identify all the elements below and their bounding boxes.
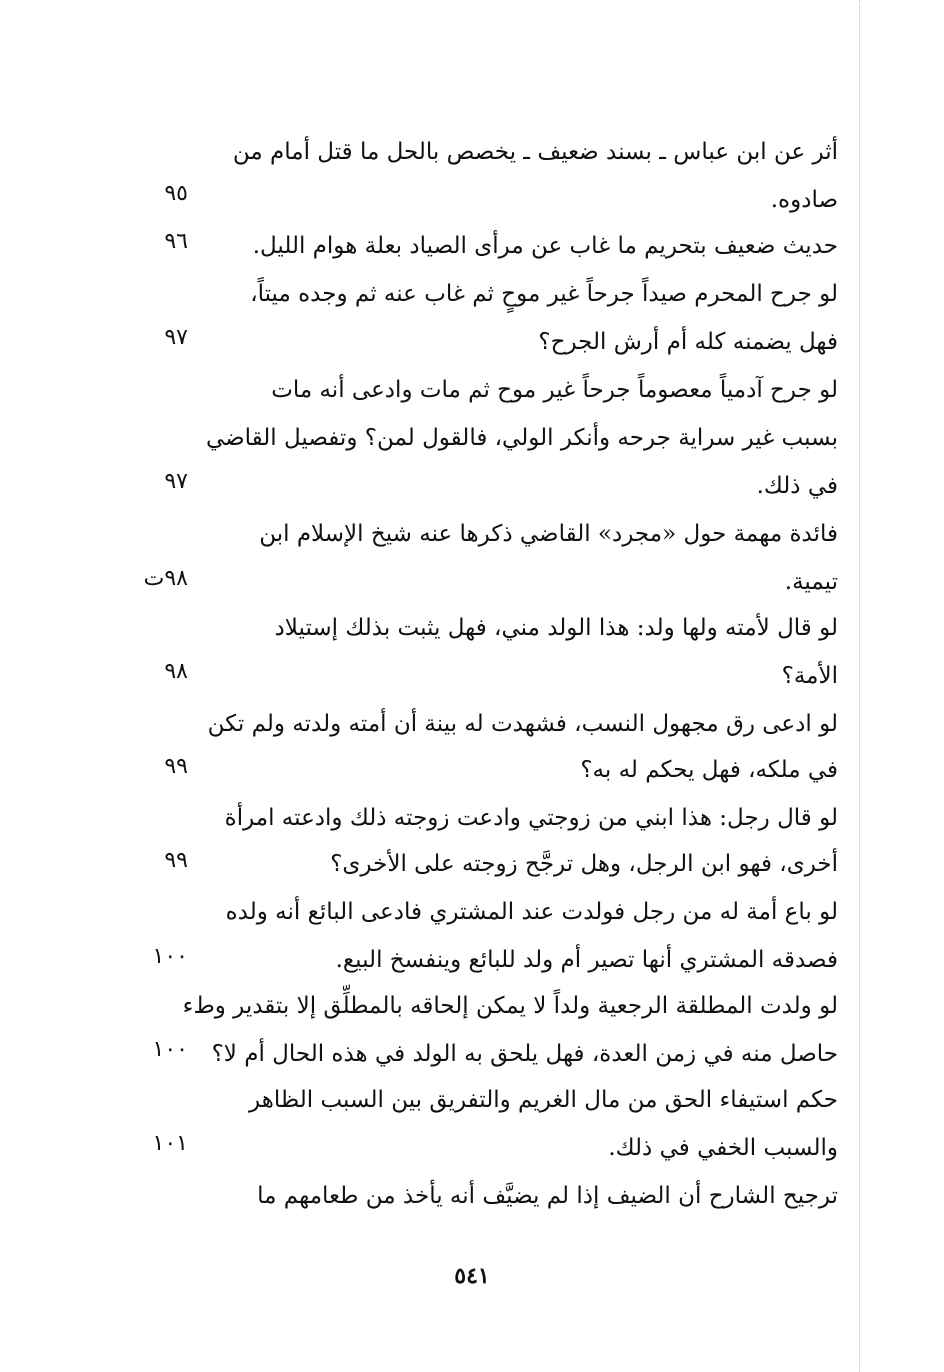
- entry-page-number: ١٠٠: [152, 1037, 188, 1062]
- entry-line: لو باع أمة له من رجل فولدت عند المشتري فادعى البائع أنه ولده: [225, 899, 838, 925]
- entry-line: فهل يضمنه كله أم أرش الجرح؟: [538, 329, 838, 355]
- entry-page-number: ٩٨: [164, 659, 188, 684]
- entry-line: بسبب غير سراية جرحه وأنكر الولي، فالقول لمن؟ وتفصيل القاضي: [205, 425, 838, 451]
- entry-line: في ملكه، فهل يحكم له به؟: [580, 757, 838, 783]
- entry-line: فائدة مهمة حول «مجرد» القاضي ذكرها عنه شيخ الإسلام ابن: [259, 521, 838, 547]
- entry-line: تيمية.: [784, 569, 838, 595]
- entry-line: أثر عن ابن عباس ـ بسند ضعيف ـ يخصص بالحل ما قتل أمام من: [232, 139, 838, 165]
- entry-line: حكم استيفاء الحق من مال الغريم والتفريق بين السبب الظاهر: [249, 1087, 838, 1113]
- entry-line: صادوه.: [770, 187, 838, 213]
- entry-page-number: ٩٨ت: [143, 566, 188, 591]
- entry-line: أخرى، فهو ابن الرجل، وهل ترجَّح زوجته على الأخرى؟: [330, 851, 838, 877]
- entry-line: لو قال رجل: هذا ابني من زوجتي وادعت زوجته ذلك وادعته امرأة: [224, 805, 838, 831]
- entry-page-number: ١٠١: [152, 1131, 188, 1156]
- entry-line: لو ادعى رق مجهول النسب، فشهدت له بينة أن أمته ولدته ولم تكن: [207, 711, 838, 737]
- entry-line: لو جرح المحرم صيداً جرحاً غير موحٍ ثم غاب عنه ثم وجده ميتاً،: [250, 281, 838, 307]
- entry-line: حاصل منه في زمن العدة، فهل يلحق به الولد في هذه الحال أم لا؟: [211, 1041, 838, 1067]
- entry-line: لو ولدت المطلقة الرجعية ولداً لا يمكن إلحاقه بالمطلِّق إلا بتقدير وطء: [182, 993, 838, 1019]
- page-folio-number: ٥٤١: [454, 1263, 490, 1289]
- entry-line: فصدقه المشتري أنها تصير أم ولد للبائع وينفسخ البيع.: [335, 947, 838, 973]
- entry-line: في ذلك.: [756, 473, 838, 499]
- page-edge-dotted-line: [859, 0, 860, 1372]
- entry-page-number: ١٠٠: [152, 944, 188, 969]
- entry-page-number: ٩٩: [164, 848, 188, 873]
- entry-line: ترجيح الشارح أن الضيف إذا لم يضيَّف أنه يأخذ من طعامهم ما: [257, 1183, 838, 1209]
- entry-line: لو جرح آدمياً معصوماً جرحاً غير موح ثم مات وادعى أنه مات: [271, 377, 838, 403]
- entry-page-number: ٩٧: [164, 469, 188, 494]
- entry-line: الأمة؟: [781, 663, 838, 689]
- entry-line: حديث ضعيف بتحريم ما غاب عن مرأى الصياد بعلة هوام الليل.: [252, 233, 838, 259]
- entry-page-number: ٩٧: [164, 325, 188, 350]
- entry-page-number: ٩٩: [164, 754, 188, 779]
- entry-line: لو قال لأمته ولها ولد: هذا الولد مني، فهل يثبت بذلك إستيلاد: [274, 615, 838, 641]
- entry-page-number: ٩٥: [164, 181, 188, 206]
- entry-page-number: ٩٦: [164, 229, 188, 254]
- entry-line: والسبب الخفي في ذلك.: [608, 1135, 838, 1161]
